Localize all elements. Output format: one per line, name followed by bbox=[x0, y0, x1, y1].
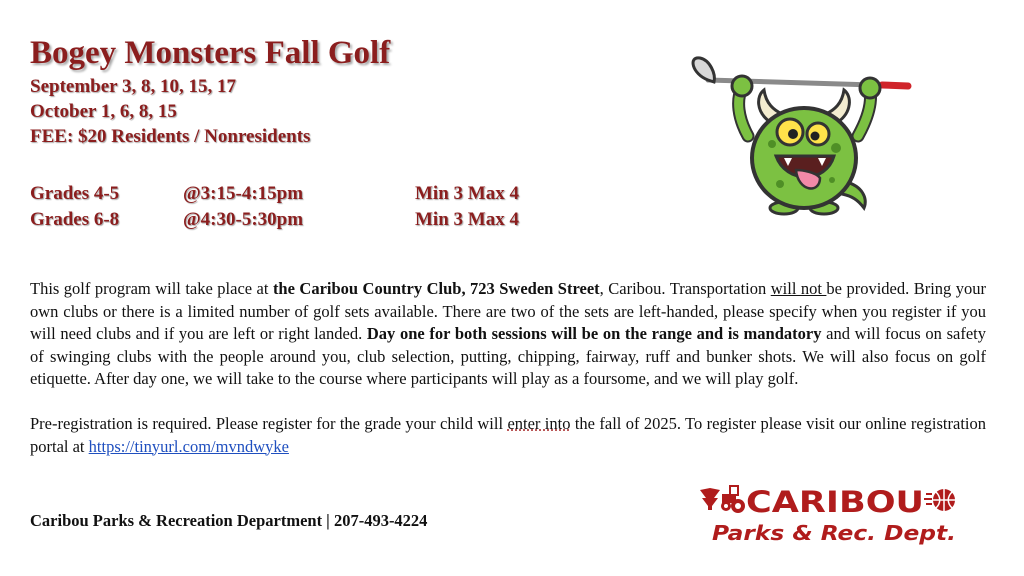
parks-logo-mark-icon bbox=[700, 484, 962, 550]
text-run: , Caribou. Transportation bbox=[599, 279, 771, 298]
schedule-grades: Grades 4-5 bbox=[30, 183, 120, 204]
venue-address: the Caribou Country Club, 723 Sweden Street bbox=[272, 279, 600, 298]
schedule-grades: Grades 6-8 bbox=[30, 209, 120, 230]
program-details-paragraph bbox=[30, 278, 986, 391]
logo-word-caribou: CARIBOU bbox=[746, 485, 924, 519]
underlined-text: will not bbox=[770, 279, 827, 298]
contact-footer: Caribou Parks & Recreation Department | 207-493-4224 bbox=[30, 511, 428, 530]
schedule-time: @4:30-5:30pm bbox=[183, 209, 304, 230]
golf-monster-icon bbox=[686, 52, 918, 218]
event-header bbox=[30, 32, 670, 149]
registration-paragraph bbox=[30, 413, 986, 458]
mandatory-notice: Day one for both sessions will be on the range and is mandatory bbox=[366, 324, 822, 344]
event-title: Bogey Monsters Fall Golf bbox=[30, 35, 391, 71]
text-run: This golf program will take place at bbox=[30, 279, 273, 298]
text-run: Pre-registration is required. Please register for the grade your child will bbox=[30, 413, 508, 433]
schedule-capacity: Min 3 Max 4 bbox=[415, 209, 519, 230]
text-run: the fall of 2025. To register please visit our online registration portal at bbox=[30, 413, 986, 456]
schedule-time: @3:15-4:15pm bbox=[183, 183, 304, 204]
fee-line: FEE: $20 Residents / Nonresidents bbox=[30, 126, 311, 147]
text-run: be provided. Bring your own clubs or there is a limited number of golf sets available. There are two of the sets are left-handed, please specify when you register if you will need clubs and if you are left or right landed. bbox=[30, 279, 986, 344]
schedule-capacity: Min 3 Max 4 bbox=[415, 183, 519, 204]
logo-word-parks-rec: Parks & Rec. Dept. bbox=[712, 521, 956, 545]
program-description bbox=[30, 278, 986, 458]
september-dates: September 3, 8, 10, 15, 17 bbox=[30, 76, 236, 97]
october-dates: October 1, 6, 8, 15 bbox=[30, 101, 177, 122]
registration-link[interactable]: https://tinyurl.com/mvndwyke bbox=[88, 436, 289, 456]
text-run: and will focus on safety of swinging clubs with the people around you, club selection, putting, chipping, fairway, ruff and bunker shots. We will also focus on golf etiquette. After day one, we will take to the course where participants will play as a foursome, and we will play golf. bbox=[30, 324, 986, 389]
grammar-flagged-text: enter into bbox=[507, 413, 571, 433]
caribou-parks-logo bbox=[700, 484, 962, 550]
